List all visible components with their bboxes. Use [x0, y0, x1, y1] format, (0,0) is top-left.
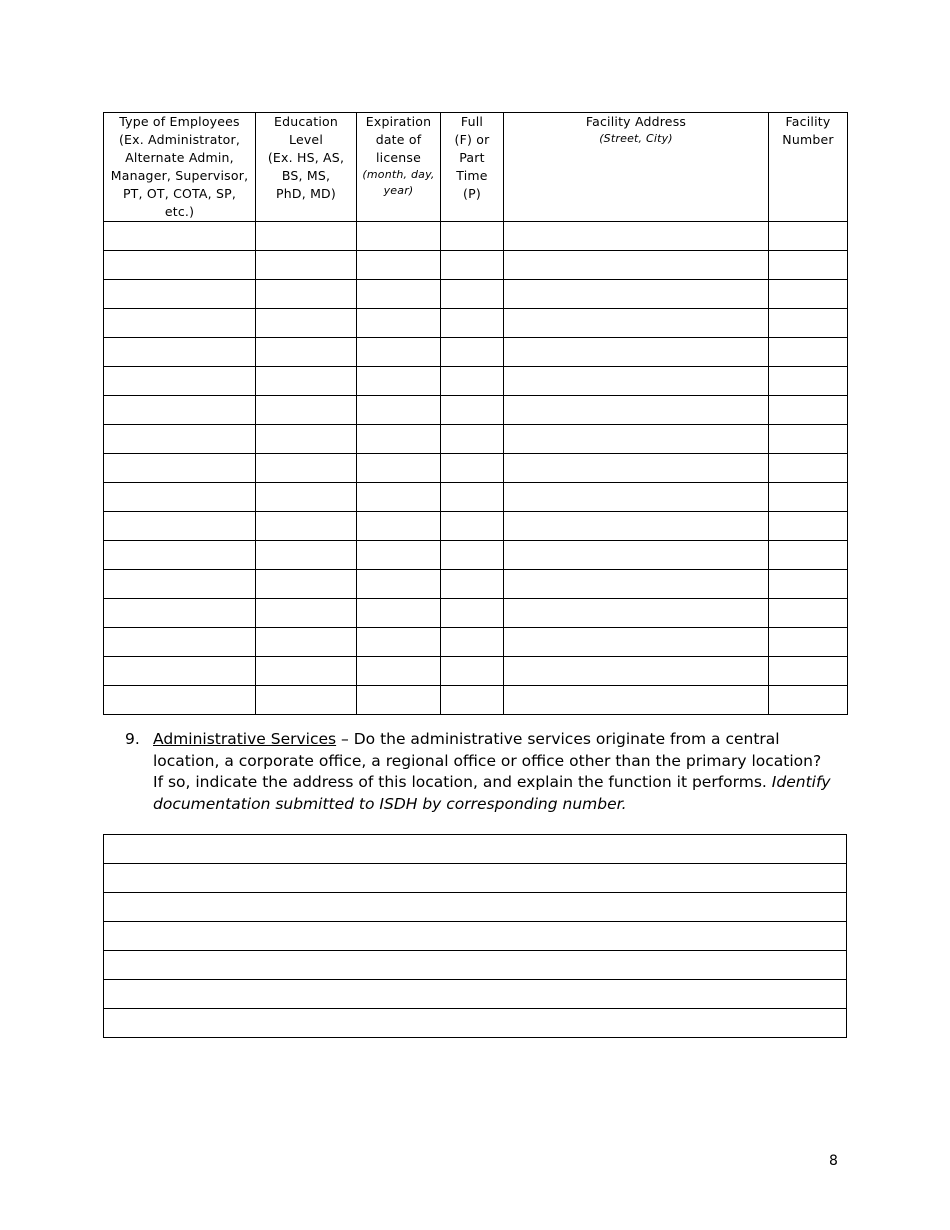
table-cell[interactable]: [504, 483, 769, 512]
table-cell[interactable]: [441, 396, 504, 425]
table-row: [104, 686, 848, 715]
table-cell[interactable]: [104, 425, 256, 454]
table-cell[interactable]: [504, 367, 769, 396]
table-cell[interactable]: [357, 512, 441, 541]
table-cell[interactable]: [104, 251, 256, 280]
table-cell[interactable]: [441, 454, 504, 483]
table-cell[interactable]: [504, 396, 769, 425]
table-row: [104, 309, 848, 338]
table-cell[interactable]: [441, 657, 504, 686]
table-row: [104, 425, 848, 454]
table-cell[interactable]: [104, 922, 847, 951]
table-cell[interactable]: [357, 280, 441, 309]
table-row: [104, 951, 847, 980]
table-row: [104, 396, 848, 425]
table-cell[interactable]: [104, 686, 256, 715]
table-cell[interactable]: [441, 280, 504, 309]
table-row: [104, 454, 848, 483]
table-cell[interactable]: [357, 251, 441, 280]
table-cell[interactable]: [104, 222, 256, 251]
table-row: [104, 338, 848, 367]
table-cell[interactable]: [104, 570, 256, 599]
section-instruction: Identify documentation submitted to ISDH by corresponding number.: [153, 773, 831, 813]
table-cell[interactable]: [357, 599, 441, 628]
table-cell[interactable]: [104, 628, 256, 657]
table-cell[interactable]: [357, 541, 441, 570]
table-cell[interactable]: [504, 454, 769, 483]
table-cell[interactable]: [504, 686, 769, 715]
table-cell[interactable]: [769, 367, 848, 396]
table-cell[interactable]: [769, 512, 848, 541]
table-cell[interactable]: [441, 570, 504, 599]
table-cell[interactable]: [256, 686, 357, 715]
table-cell[interactable]: [769, 454, 848, 483]
table-cell[interactable]: [441, 309, 504, 338]
table-cell[interactable]: [769, 396, 848, 425]
table-row: [104, 599, 848, 628]
table-row: [104, 657, 848, 686]
table-cell[interactable]: [357, 628, 441, 657]
header-facility-number: Facility Number: [769, 113, 848, 222]
table-row: [104, 367, 848, 396]
header-type-of-employees: Type of Employees (Ex. Administrator, Alternate Admin, Manager, Supervisor, PT, OT, COTA, SP, etc.): [104, 113, 256, 222]
table-cell[interactable]: [504, 309, 769, 338]
table-cell[interactable]: [357, 396, 441, 425]
table-row: [104, 541, 848, 570]
table-cell[interactable]: [441, 251, 504, 280]
table-cell[interactable]: [441, 686, 504, 715]
table-row: [104, 922, 847, 951]
table-cell[interactable]: [256, 222, 357, 251]
table-cell[interactable]: [357, 338, 441, 367]
table-cell[interactable]: [256, 628, 357, 657]
table-cell[interactable]: [504, 251, 769, 280]
table-cell[interactable]: [104, 396, 256, 425]
table-cell[interactable]: [769, 280, 848, 309]
table-cell[interactable]: [357, 367, 441, 396]
table-cell[interactable]: [769, 309, 848, 338]
table-cell[interactable]: [357, 309, 441, 338]
table-cell[interactable]: [441, 599, 504, 628]
table-cell[interactable]: [441, 628, 504, 657]
table-cell[interactable]: [504, 222, 769, 251]
table-cell[interactable]: [769, 222, 848, 251]
documentation-table: [103, 834, 847, 1038]
table-row: [104, 628, 848, 657]
table-cell[interactable]: [441, 425, 504, 454]
table-row: [104, 893, 847, 922]
table-cell[interactable]: [357, 454, 441, 483]
table-cell[interactable]: [441, 222, 504, 251]
table-row: [104, 864, 847, 893]
table-cell[interactable]: [256, 454, 357, 483]
table-row: [104, 483, 848, 512]
table-cell[interactable]: [504, 280, 769, 309]
section-heading: Administrative Services: [153, 730, 337, 748]
table-cell[interactable]: [104, 893, 847, 922]
table-cell[interactable]: [769, 599, 848, 628]
staff-table-body: [104, 222, 848, 715]
table-cell[interactable]: [104, 1009, 847, 1038]
table-row: [104, 570, 848, 599]
table-cell[interactable]: [256, 280, 357, 309]
table-cell[interactable]: [104, 483, 256, 512]
table-cell[interactable]: [441, 541, 504, 570]
documentation-table-body: [104, 835, 847, 1038]
table-cell[interactable]: [357, 222, 441, 251]
header-full-part-time: Full (F) or Part Time (P): [441, 113, 504, 222]
staff-table: [103, 112, 848, 715]
table-cell[interactable]: [769, 483, 848, 512]
table-cell[interactable]: [256, 657, 357, 686]
section-body: [153, 729, 835, 815]
table-cell[interactable]: [504, 512, 769, 541]
table-cell[interactable]: [357, 425, 441, 454]
table-cell[interactable]: [104, 309, 256, 338]
table-cell[interactable]: [104, 338, 256, 367]
table-cell[interactable]: [104, 980, 847, 1009]
table-cell[interactable]: [256, 425, 357, 454]
table-cell[interactable]: [104, 512, 256, 541]
staff-table-header-row: [104, 113, 848, 222]
page-number: 8: [829, 1153, 838, 1169]
table-cell[interactable]: [769, 338, 848, 367]
table-row: [104, 835, 847, 864]
table-cell[interactable]: [769, 657, 848, 686]
table-cell[interactable]: [769, 541, 848, 570]
table-cell[interactable]: [504, 570, 769, 599]
table-cell[interactable]: [504, 599, 769, 628]
table-cell[interactable]: [357, 686, 441, 715]
table-cell[interactable]: [357, 570, 441, 599]
table-cell[interactable]: [504, 425, 769, 454]
table-cell[interactable]: [441, 483, 504, 512]
table-cell[interactable]: [504, 657, 769, 686]
table-cell[interactable]: [769, 628, 848, 657]
table-cell[interactable]: [441, 512, 504, 541]
table-cell[interactable]: [104, 541, 256, 570]
table-cell[interactable]: [256, 309, 357, 338]
table-cell[interactable]: [104, 454, 256, 483]
table-cell[interactable]: [256, 483, 357, 512]
table-cell[interactable]: [357, 483, 441, 512]
table-row: [104, 251, 848, 280]
section-number: 9.: [125, 730, 140, 748]
table-row: [104, 512, 848, 541]
table-cell[interactable]: [256, 599, 357, 628]
table-cell[interactable]: [256, 367, 357, 396]
table-cell[interactable]: [256, 512, 357, 541]
header-expiration-date: Expiration date of license (month, day, year): [357, 113, 441, 222]
table-cell[interactable]: [769, 570, 848, 599]
table-row: [104, 980, 847, 1009]
table-cell[interactable]: [104, 280, 256, 309]
table-cell[interactable]: [256, 570, 357, 599]
section-question: Do the administrative services originate from a central location, a corporate office, a regional office or office other than the primary location? If so, indicate the address of this location, and explain the function it performs.: [153, 730, 822, 791]
administrative-services-section: [125, 729, 835, 815]
table-row: [104, 222, 848, 251]
table-cell[interactable]: [769, 425, 848, 454]
table-cell[interactable]: [256, 338, 357, 367]
section-dash: –: [336, 730, 354, 748]
header-facility-address: Facility Address (Street, City): [504, 113, 769, 222]
table-cell[interactable]: [256, 251, 357, 280]
table-cell[interactable]: [104, 864, 847, 893]
table-cell[interactable]: [441, 367, 504, 396]
table-cell[interactable]: [504, 628, 769, 657]
table-cell[interactable]: [104, 835, 847, 864]
table-cell[interactable]: [769, 251, 848, 280]
table-cell[interactable]: [104, 599, 256, 628]
table-cell[interactable]: [104, 951, 847, 980]
table-cell[interactable]: [256, 541, 357, 570]
table-cell[interactable]: [769, 686, 848, 715]
table-row: [104, 280, 848, 309]
table-cell[interactable]: [357, 657, 441, 686]
table-cell[interactable]: [441, 338, 504, 367]
table-cell[interactable]: [504, 541, 769, 570]
header-education-level: Education Level (Ex. HS, AS, BS, MS, PhD, MD): [256, 113, 357, 222]
table-cell[interactable]: [104, 657, 256, 686]
table-cell[interactable]: [104, 367, 256, 396]
table-cell[interactable]: [504, 338, 769, 367]
table-row: [104, 1009, 847, 1038]
table-cell[interactable]: [256, 396, 357, 425]
